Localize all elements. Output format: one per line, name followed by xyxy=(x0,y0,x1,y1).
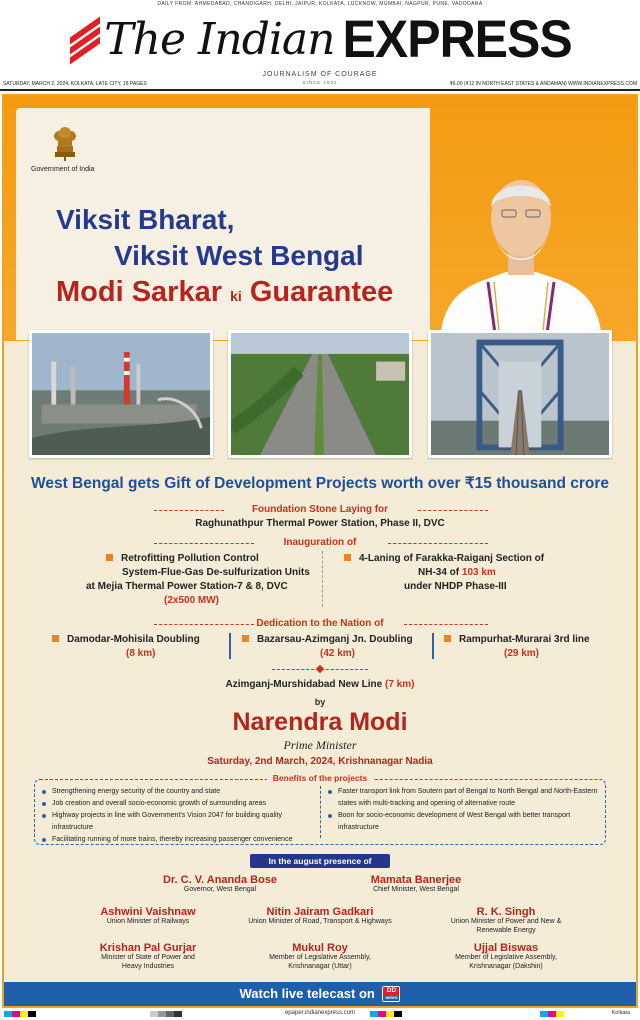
government-advertisement xyxy=(2,94,638,1008)
inauguration-left-line3: at Mejia Thermal Power Station-7 & 8, DVC xyxy=(86,581,288,592)
telecast-banner xyxy=(4,982,636,1006)
dedication-divider-1 xyxy=(229,633,231,659)
dd-news-logo-icon: DD NEWS xyxy=(382,986,400,1002)
benefit-item: Highway projects in line with Government's Vision 2047 for building quality infrastructure xyxy=(42,810,322,834)
inauguration-divider xyxy=(322,551,323,607)
photo-thermal-power-station xyxy=(29,330,213,458)
dedication-length-damodar: (8 km) xyxy=(126,648,156,659)
dignitary-road-minister: Nitin Jairam Gadkari Union Minister of Road, Transport & Highways xyxy=(248,906,392,925)
government-of-india-label: Government of India xyxy=(31,166,95,173)
price-line: ₹6.00 (₹12 IN NORTH EAST STATES & ANDAMAN) WWW.INDIANEXPRESS.COM xyxy=(449,81,637,87)
dignitary-mos-power: Krishan Pal Gurjar Minister of State of Power and Heavy Industries xyxy=(99,942,197,970)
heading-guarantee: Guarantee xyxy=(249,276,394,308)
heading-viksit-bharat: Viksit Bharat, xyxy=(56,204,235,235)
diamond-icon xyxy=(316,665,324,673)
epaper-url: epaper.indianexpress.com xyxy=(284,1010,356,1016)
dedication-extra: Azimganj-Murshidabad New Line (7 km) xyxy=(225,679,415,690)
editions-line: DAILY FROM: AHMEDABAD, CHANDIGARH, DELHI, JAIPUR, KOLKATA, LUCKNOW, MUMBAI, NAGPUR, PUNE, VADODARA xyxy=(157,1,483,7)
benefits-title: Benefits of the projects xyxy=(4,773,636,783)
foundation-project: Raghunathpur Thermal Power Station, Phase II, DVC xyxy=(195,518,445,529)
benefits-left-list xyxy=(42,786,322,846)
page-footer xyxy=(0,1010,640,1020)
foundation-rule-right xyxy=(418,510,488,511)
inauguration-right-line2: NH-34 of 103 km xyxy=(418,567,496,578)
logo-the-indian: The Indian xyxy=(104,13,335,65)
dignitary-railways-minister: Ashwini Vaishnaw Union Minister of Railways xyxy=(100,906,196,925)
dedication-rule-right xyxy=(404,624,488,625)
dignitary-mla-dakshin: Ujjal Biswas Member of Legislative Assembly, Krishnanagar (Dakshin) xyxy=(455,942,557,970)
tagline: JOURNALISM OF COURAGE xyxy=(262,71,378,78)
photo-highway xyxy=(228,330,412,458)
dignitary-chief-minister: Mamata Banerjee Chief Minister, West Bengal xyxy=(370,874,462,893)
prime-minister-portrait xyxy=(436,148,606,341)
dignitary-mla-uttar: Mukul Roy Member of Legislative Assembly, Krishnanagar (Uttar) xyxy=(269,942,371,970)
dignitary-governor: Dr. C. V. Ananda Bose Governor, West Bengal xyxy=(162,874,278,893)
logo-express: EXPRESS xyxy=(342,9,572,69)
inauguration-title: Inauguration of xyxy=(283,537,357,548)
inauguration-rule-right xyxy=(388,543,488,544)
bullet-square-icon xyxy=(242,635,249,642)
telecast-label: Watch live telecast on xyxy=(239,986,375,1001)
masthead-rule xyxy=(0,89,640,91)
dignitary-power-minister: R. K. Singh Union Minister of Power and New & Renewable Energy xyxy=(450,906,562,934)
edition-city: Kolkata xyxy=(611,1010,630,1016)
benefit-item: Faster transport link from Soutern part of Bengal to North Bengal and North-Eastern states with multi-tracking and opening of alternative route xyxy=(328,786,600,810)
pm-name: Narendra Modi xyxy=(232,708,408,736)
dedication-divider-2 xyxy=(432,633,434,659)
pm-title: Prime Minister xyxy=(283,738,357,752)
bullet-square-icon xyxy=(106,554,113,561)
bullet-square-icon xyxy=(444,635,451,642)
inauguration-left-line2: System-Flue-Gas De-sulfurization Units xyxy=(122,567,310,578)
since-year: SINCE 1932 xyxy=(302,80,338,85)
bullet-square-icon xyxy=(52,635,59,642)
inauguration-left-detail: (2x500 MW) xyxy=(164,595,220,606)
ad-headline: West Bengal gets Gift of Development Projects worth over ₹15 thousand crore xyxy=(30,475,610,492)
inauguration-right-line1: 4-Laning of Farakka-Raiganj Section of xyxy=(344,553,544,564)
dateline: SATURDAY, MARCH 2, 2024, KOLKATA, LATE CITY, 18 PAGES xyxy=(3,81,147,87)
heading-ki: ki xyxy=(230,288,242,304)
dedication-item-rampurhat: Rampurhat-Murarai 3rd line xyxy=(444,634,590,645)
foundation-title: Foundation Stone Laying for xyxy=(251,504,389,515)
benefit-item: Facilitating running of more trains, thereby increasing passenger convenience xyxy=(42,834,322,846)
heading-viksit-west-bengal: Viksit West Bengal xyxy=(114,240,364,271)
benefits-right-list xyxy=(328,786,600,834)
benefit-item: Boon for socio-economic development of West Bengal with better transport infrastructure xyxy=(328,810,600,834)
dedication-item-bazarsau: Bazarsau-Azimganj Jn. Doubling xyxy=(242,634,413,645)
express-flag-icon xyxy=(68,19,98,59)
benefits-divider xyxy=(320,786,321,838)
dedication-length-bazarsau: (42 km) xyxy=(320,648,356,659)
benefit-item: Strengthening energy security of the country and state xyxy=(42,786,322,798)
presence-title: In the august presence of xyxy=(250,854,390,868)
bullet-square-icon xyxy=(344,554,351,561)
national-emblem-icon xyxy=(52,122,78,162)
by-label: by xyxy=(314,697,326,707)
photo-railway-bridge xyxy=(428,330,612,458)
dedication-length-rampurhat: (29 km) xyxy=(504,648,540,659)
benefit-item: Job creation and overall socio-economic growth of surrounding areas xyxy=(42,798,322,810)
masthead-logo xyxy=(0,10,640,68)
inauguration-right-line3: under NHDP Phase-III xyxy=(404,581,507,592)
dedication-item-damodar: Damodar-Mohisila Doubling xyxy=(52,634,200,645)
heading-modi-guarantee xyxy=(56,276,393,309)
inauguration-left-line1: Retrofitting Pollution Control xyxy=(106,553,259,564)
event-date: Saturday, 2nd March, 2024, Krishnanagar Nadia xyxy=(207,756,433,767)
heading-modi-sarkar: Modi Sarkar xyxy=(56,276,222,308)
dedication-title: Dedication to the Nation of xyxy=(256,618,384,629)
